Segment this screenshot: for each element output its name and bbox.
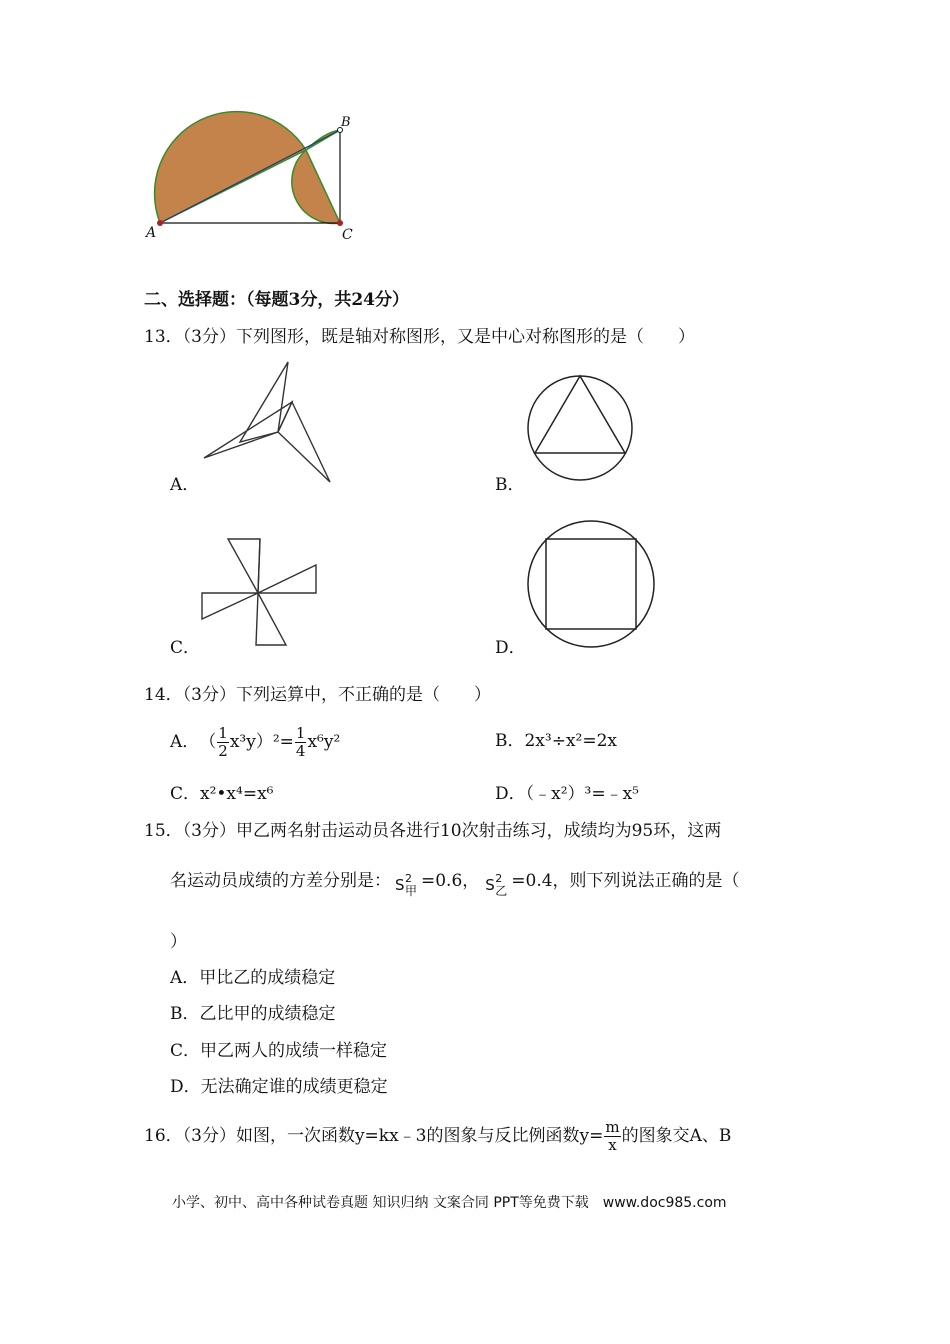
q16-stem <box>144 1116 731 1156</box>
q15-line2-text: 名运动员成绩的方差分别是： <box>170 871 391 891</box>
q13-stem: 13．（3分）下列图形，既是轴对称图形，又是中心对称图形的是（ ） <box>144 327 695 347</box>
q15-option-d[interactable]: D．无法确定谁的成绩更稳定 <box>170 1077 388 1097</box>
point-A <box>157 220 163 226</box>
q14-a-mid: x³y）²= <box>229 732 294 752</box>
small-semicircle-region <box>292 150 340 223</box>
q13-option-a[interactable]: A． <box>170 475 200 495</box>
q14-stem: 14．（3分）下列运算中，不正确的是（ ） <box>144 685 491 705</box>
footer-download-note: 小学、初中、高中各种试卷真题 知识归纳 文案合同 PPT等免费下载 www.doc985.com <box>172 1195 727 1211</box>
label-C: C <box>342 227 353 243</box>
fraction-m-over-x: $\frac{m}{x}$ <box>605 1117 620 1154</box>
label-A: A <box>146 225 157 241</box>
label-B: B <box>341 115 351 130</box>
fraction-one-half: $\frac{1}{2}$ <box>218 723 228 760</box>
large-semicircle-region <box>155 112 306 223</box>
variance-jia-value: =0.6， <box>421 871 480 891</box>
option-c-four-triangles-figure <box>198 537 323 649</box>
q13-option-d[interactable]: D． <box>495 638 526 658</box>
q13-option-b[interactable]: B． <box>495 475 525 495</box>
q14-a-tail: x⁶y² <box>307 732 341 752</box>
option-b-circle-triangle-figure <box>525 373 635 483</box>
q15-option-b[interactable]: B．乙比甲的成绩稳定 <box>170 1004 336 1024</box>
q15-option-a[interactable]: A．甲比乙的成绩稳定 <box>170 968 336 988</box>
variance-yi-value: =0.4，则下列说法正确的是（ <box>511 871 740 891</box>
q13-option-c[interactable]: C． <box>170 638 201 658</box>
q14-option-d[interactable]: D．（﹣x²）³=﹣x⁵ <box>495 784 639 804</box>
fraction-one-quarter: $\frac{1}{4}$ <box>295 723 306 760</box>
q15-line2 <box>170 870 740 898</box>
q15-option-c[interactable]: C．甲乙两人的成绩一样稳定 <box>170 1041 388 1061</box>
q14-option-c[interactable]: C．x²•x⁴=x⁶ <box>170 784 274 804</box>
section-heading: 二、选择题：（每题3分，共24分） <box>144 290 409 310</box>
q14-a-paren: （ <box>199 732 217 752</box>
q16-stem-post: 的图象交A、B <box>621 1126 732 1146</box>
q16-stem-pre: 16．（3分）如图，一次函数y=kx﹣3的图象与反比例函数y= <box>144 1126 604 1146</box>
variance-jia: S 2 甲 <box>395 872 418 898</box>
semicircle-triangle-figure <box>140 108 370 243</box>
option-d-circle-square-figure <box>525 518 660 653</box>
q14-option-b[interactable]: B．2x³÷x²=2x <box>495 731 618 751</box>
q15-line1: 15．（3分）甲乙两名射击运动员各进行10次射击练习，成绩均为95环，这两 <box>144 821 722 841</box>
variance-yi: S 2 乙 <box>485 872 508 898</box>
q14-option-a[interactable] <box>170 722 340 762</box>
q14-a-label: A． <box>170 732 200 752</box>
option-a-pinwheel-figure <box>200 360 335 485</box>
q15-line3: ） <box>170 932 187 952</box>
